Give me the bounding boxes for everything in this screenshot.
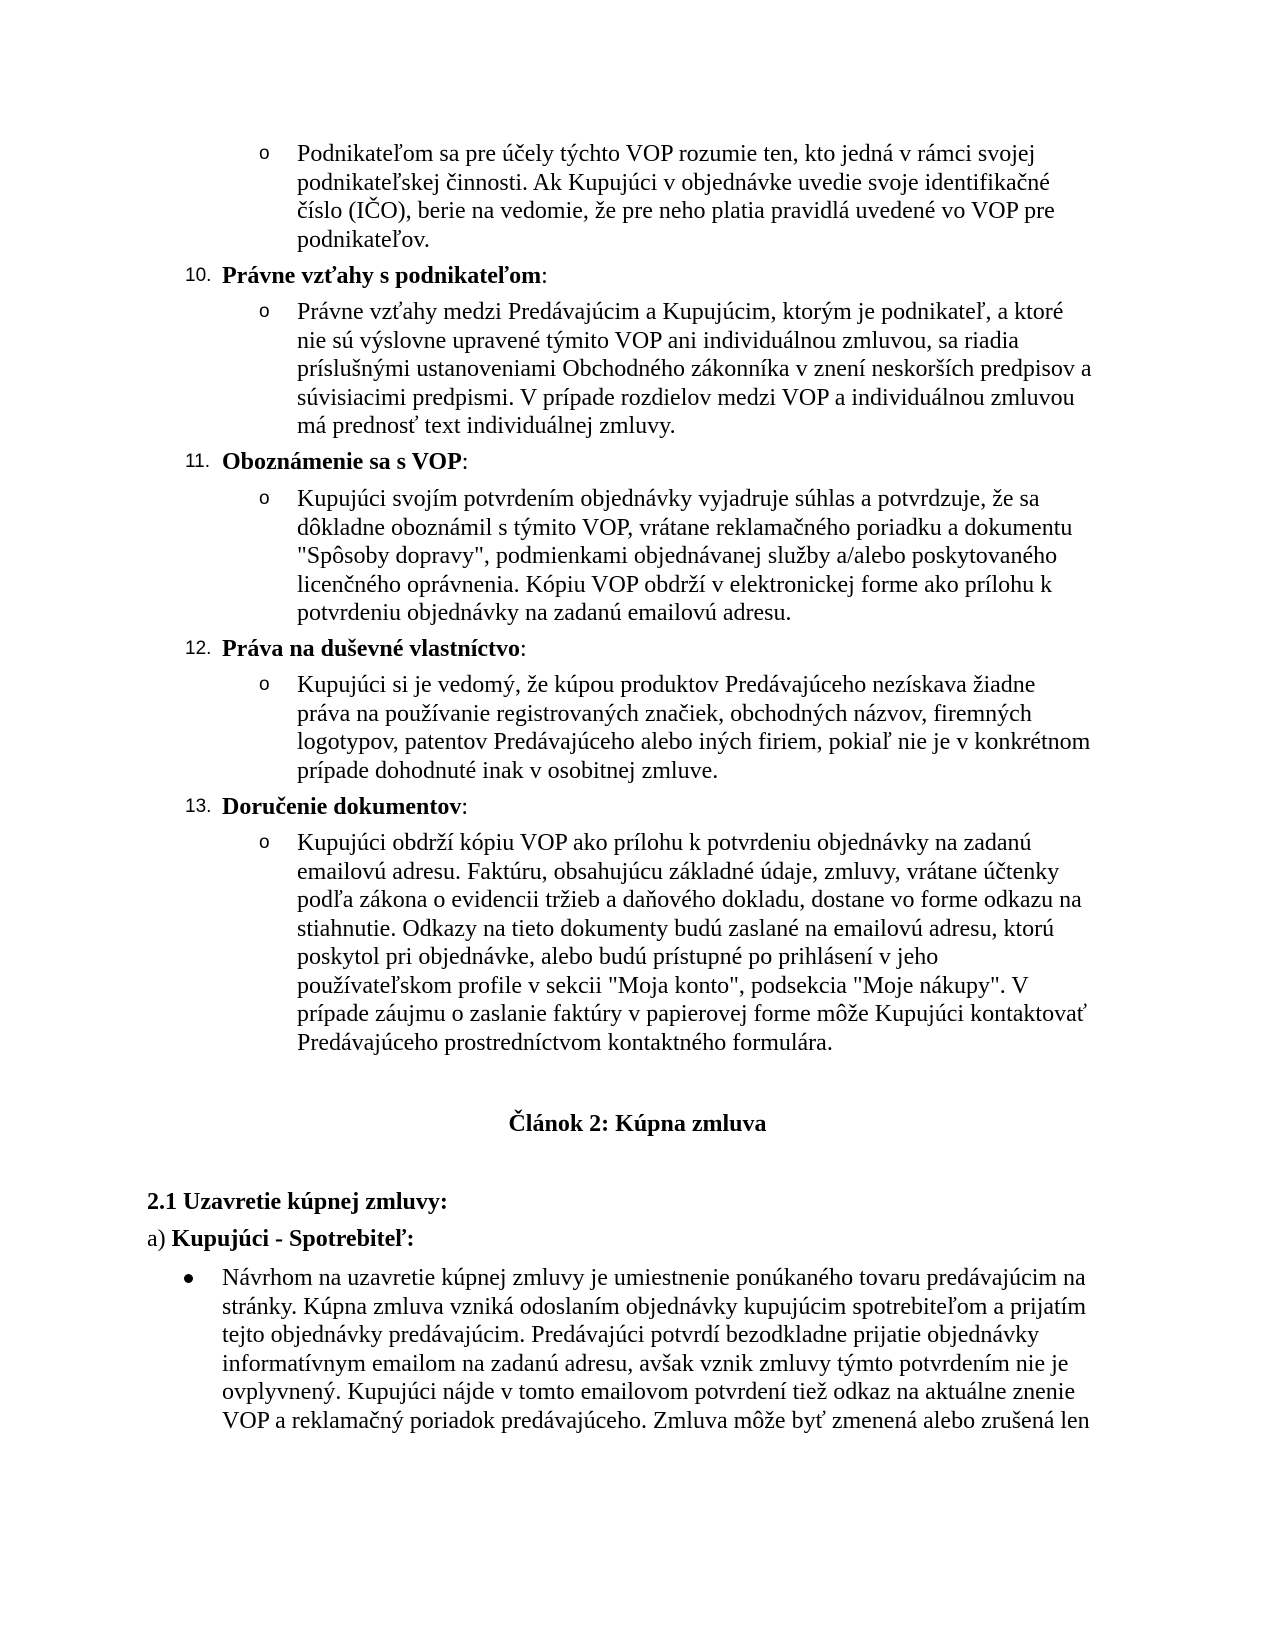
- heading-colon: :: [461, 794, 469, 820]
- heading-colon: :: [520, 636, 527, 662]
- paragraph-line: dôkladne oboznámil s týmito VOP, vrátane reklamačného poriadku a dokumentu: [297, 514, 1073, 541]
- paragraph-line: stiahnutie. Odkazy na tieto dokumenty budú zaslané na emailovú adresu, ktorú: [297, 915, 1055, 942]
- paragraph-line: príslušnými ustanoveniami Obchodného zákonníka v znení neskorších predpisov a: [297, 356, 1092, 382]
- paragraph-line: súvisiacimi predpismi. V prípade rozdielov medzi VOP a individuálnou zmluvou: [297, 384, 1075, 411]
- paragraph-line: prípade dohodnuté inak v osobitnej zmluve.: [297, 757, 719, 784]
- paragraph-line: prípade záujmu o zaslanie faktúry v papierovej forme môže Kupujúci kontaktovať: [297, 1001, 1087, 1027]
- paragraph-line: Kupujúci si je vedomý, že kúpou produktov Predávajúceho nezískava žiadne: [297, 672, 1036, 698]
- paragraph-line: potvrdeniu objednávky na zadanú emailovú adresu.: [297, 600, 792, 626]
- paragraph-line: stránky. Kúpna zmluva vzniká odoslaním objednávky kupujúcim spotrebiteľom a prijatím: [222, 1293, 1087, 1320]
- list-number: 10.: [185, 265, 212, 286]
- sub-bullet-marker: o: [259, 832, 270, 853]
- section-title: 2.1 Uzavretie kúpnej zmluvy:: [147, 1189, 448, 1215]
- paragraph-line: má prednosť text individuálnej zmluvy.: [297, 413, 676, 439]
- list-heading-title: Oboznámenie sa s VOP: [222, 449, 462, 475]
- list-heading: [222, 793, 468, 822]
- paragraph-line: nie sú výslovne upravené týmito VOP ani individuálnou zmluvou, sa riadia: [297, 327, 1019, 354]
- list-heading: [222, 262, 548, 291]
- paragraph-line: Návrhom na uzavretie kúpnej zmluvy je umiestnenie ponúkaného tovaru predávajúcim na: [222, 1265, 1086, 1291]
- paragraph-line: podnikateľov.: [297, 226, 430, 253]
- list-heading: [222, 635, 527, 664]
- paragraph-line: tejto objednávky predávajúcim. Predávajúci potvrdí bezodkladne prijatie objednávky: [222, 1322, 1040, 1348]
- subsection-heading: [147, 1225, 414, 1254]
- paragraph-line: "Spôsoby dopravy", podmienkami objednávanej služby a/alebo poskytovaného: [297, 543, 1058, 569]
- paragraph-line: poskytol pri objednávke, alebo budú prístupné po prihlásení v jeho: [297, 944, 939, 970]
- paragraph-line: logotypov, patentov Predávajúceho alebo iných firiem, pokiaľ nie je v konkrétnom: [297, 729, 1091, 755]
- sub-bullet-marker: o: [259, 674, 270, 695]
- paragraph-line: Predávajúceho prostredníctvom kontaktného formulára.: [297, 1029, 833, 1056]
- subsection-title: Kupujúci - Spotrebiteľ:: [171, 1226, 415, 1252]
- list-number: 12.: [185, 638, 212, 659]
- paragraph-line: ovplyvnený. Kupujúci nájde v tomto emailovom potvrdení tiež odkaz na aktuálne znenie: [222, 1379, 1076, 1405]
- sub-bullet-marker: o: [259, 143, 270, 164]
- list-heading: [222, 448, 468, 477]
- paragraph-line: Podnikateľom sa pre účely týchto VOP rozumie ten, kto jedná v rámci svojej: [297, 141, 1036, 167]
- list-heading-title: Práva na duševné vlastníctvo: [222, 636, 521, 662]
- paragraph-line: podnikateľskej činnosti. Ak Kupujúci v objednávke uvedie svoje identifikačné: [297, 169, 1050, 196]
- paragraph-line: práva na používanie registrovaných značiek, obchodných názvov, firemných: [297, 700, 1032, 727]
- list-heading-title: Právne vzťahy s podnikateľom: [222, 263, 542, 289]
- paragraph-line: informatívnym emailom na zadanú adresu, avšak vznik zmluvy týmto potvrdením nie je: [222, 1350, 1069, 1377]
- paragraph-line: podľa zákona o evidencii tržieb a daňového dokladu, dostane vo forme odkazu na: [297, 887, 1082, 913]
- paragraph-line: číslo (IČO), berie na vedomie, že pre neho platia pravidlá uvedené vo VOP pre: [297, 198, 1055, 224]
- sub-bullet-marker: o: [259, 488, 270, 509]
- heading-colon: :: [461, 449, 469, 475]
- list-heading-title: Doručenie dokumentov: [222, 794, 462, 820]
- paragraph-line: Kupujúci obdrží kópiu VOP ako prílohu k potvrdeniu objednávky na zadanú: [297, 830, 1032, 856]
- bullet-dot-icon: [184, 1274, 193, 1283]
- paragraph-line: VOP a reklamačný poriadok predávajúceho. Zmluva môže byť zmenená alebo zrušená len: [222, 1407, 1090, 1434]
- paragraph-line: emailovú adresu. Faktúru, obsahujúcu základné údaje, zmluvy, vrátane účtenky: [297, 858, 1060, 885]
- heading-colon: :: [541, 263, 548, 289]
- paragraph-line: Právne vzťahy medzi Predávajúcim a Kupujúcim, ktorým je podnikateľ, a ktoré: [297, 299, 1064, 325]
- sub-bullet-marker: o: [259, 301, 270, 322]
- paragraph-line: Kupujúci svojím potvrdením objednávky vyjadruje súhlas a potvrdzuje, že sa: [297, 486, 1040, 512]
- list-number: 13.: [185, 796, 212, 817]
- paragraph-line: licenčného oprávnenia. Kópiu VOP obdrží v elektronickej forme ako prílohu k: [297, 571, 1053, 598]
- paragraph-line: používateľskom profile v sekcii "Moja konto", podsekcia "Moje nákupy". V: [297, 972, 1029, 999]
- list-number: 11.: [185, 451, 211, 472]
- subsection-prefix: a): [147, 1226, 166, 1252]
- article-title: Článok 2: Kúpna zmluva: [508, 1111, 767, 1137]
